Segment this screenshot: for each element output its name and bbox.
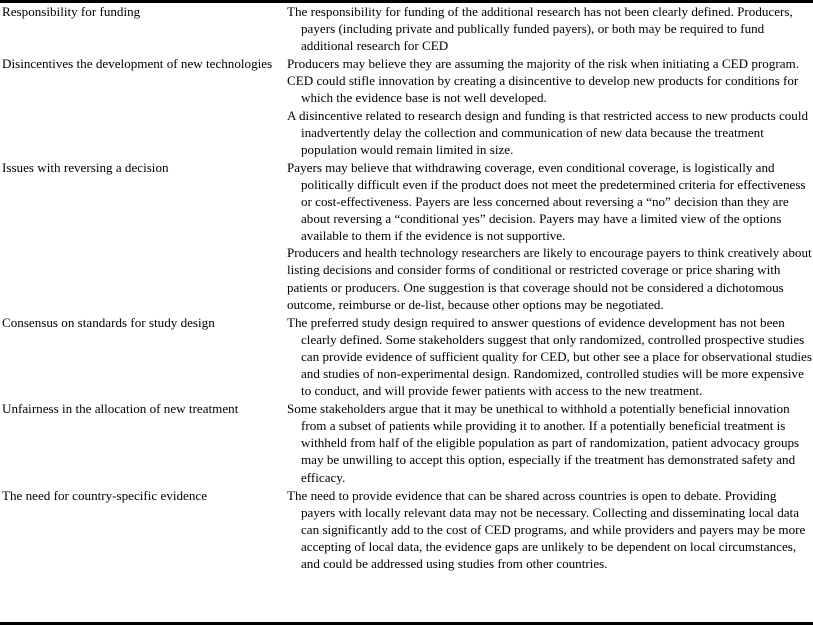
row-description-paragraph: The preferred study design required to answer questions of evidence development has not been clearly defined. Some stakeholders suggest that only randomized, controlled prospective studies can provide evidence of sufficient quality for CED, but other see a place for observational studies and studies of non-experimental design. Randomized, controlled studies will be more expensive to conduct, and will provide fewer patients with access to the new treatment. [287,314,812,399]
table-row [0,159,813,314]
table-body [0,3,813,573]
row-label-text: Responsibility for funding [2,4,141,19]
row-description-cell [287,159,813,314]
row-label-cell [0,487,287,573]
row-description-cell [287,400,813,486]
row-description-paragraph: The responsibility for funding of the additional research has not been clearly defined. Producers, payers (including private and publically funded payers), or both may be required to fund additional research for CED [287,4,793,54]
table-row [0,487,813,573]
row-description-paragraph: The need to provide evidence that can be shared across countries is open to debate. Providing payers with locally relevant data may not be necessary. Collecting and disseminating local data can significantly add to the cost of CED programs, and while providers and payers may be more accepting of local data, the evidence gaps are unlikely to be dependent on local circumstances, and could be addressed using studies from other countries. [287,487,806,571]
row-label-cell [0,400,287,486]
row-label-cell [0,314,287,400]
row-label-text: The need for country-specific evidence [2,487,208,503]
row-label-cell [0,55,287,159]
row-label-text: Unfairness in the allocation of new treatment [2,401,239,417]
row-description-paragraph: CED could stifle innovation by creating a disincentive to develop new products for conditions for which the evidence base is not well developed. [287,73,799,106]
row-description-cell [287,55,813,159]
table-row [0,55,813,159]
row-label-text: Disincentives the development of new technologies [2,56,273,72]
table-body-area [0,3,813,622]
row-description-paragraph: Producers may believe they are assuming the majority of the risk when initiating a CED program. [287,56,799,72]
table-row [0,3,813,55]
table-row [0,400,813,486]
issues-table [0,3,813,573]
row-label-text: Issues with reversing a decision [2,159,169,175]
table-row [0,314,813,400]
row-description-cell [287,487,813,573]
row-description-cell [287,314,813,400]
row-description-paragraph: A disincentive related to research design and funding is that restricted access to new products could inadvertently delay the collection and communication of new data because the treatment population would remain limited in size. [287,107,809,157]
row-description-cell [287,3,813,55]
row-description-paragraph: Some stakeholders argue that it may be unethical to withhold a potentially beneficial innovation from a subset of patients while providing it to another. If a potentially beneficial treatment is withheld from half of the eligible population as part of randomization, patient advocacy groups may be unwilling to accept this option, especially if the treatment has demonstrated safety and efficacy. [287,401,800,485]
row-description-paragraph: Producers and health technology researchers are likely to encourage payers to think creatively about listing decisions and consider forms of conditional or restricted coverage or price sharing with patients or producers. One suggestion is that coverage should not be considered a dichotomous outcome, reimburse or de-list, because other options may be negotiated. [287,245,812,312]
row-description-paragraph: Payers may believe that withdrawing coverage, even conditional coverage, is logistically and politically difficult even if the product does not meet the predetermined criteria for effectiveness or cost-effectiveness. Payers are less concerned about reversing a “no” decision than they are about reversing a “conditional yes” decision. Payers may have a limited view of the options available to them if the evidence is not supportive. [287,159,806,244]
row-label-cell [0,3,287,55]
row-label-cell [0,159,287,314]
row-label-text: Consensus on standards for study design [2,314,215,330]
